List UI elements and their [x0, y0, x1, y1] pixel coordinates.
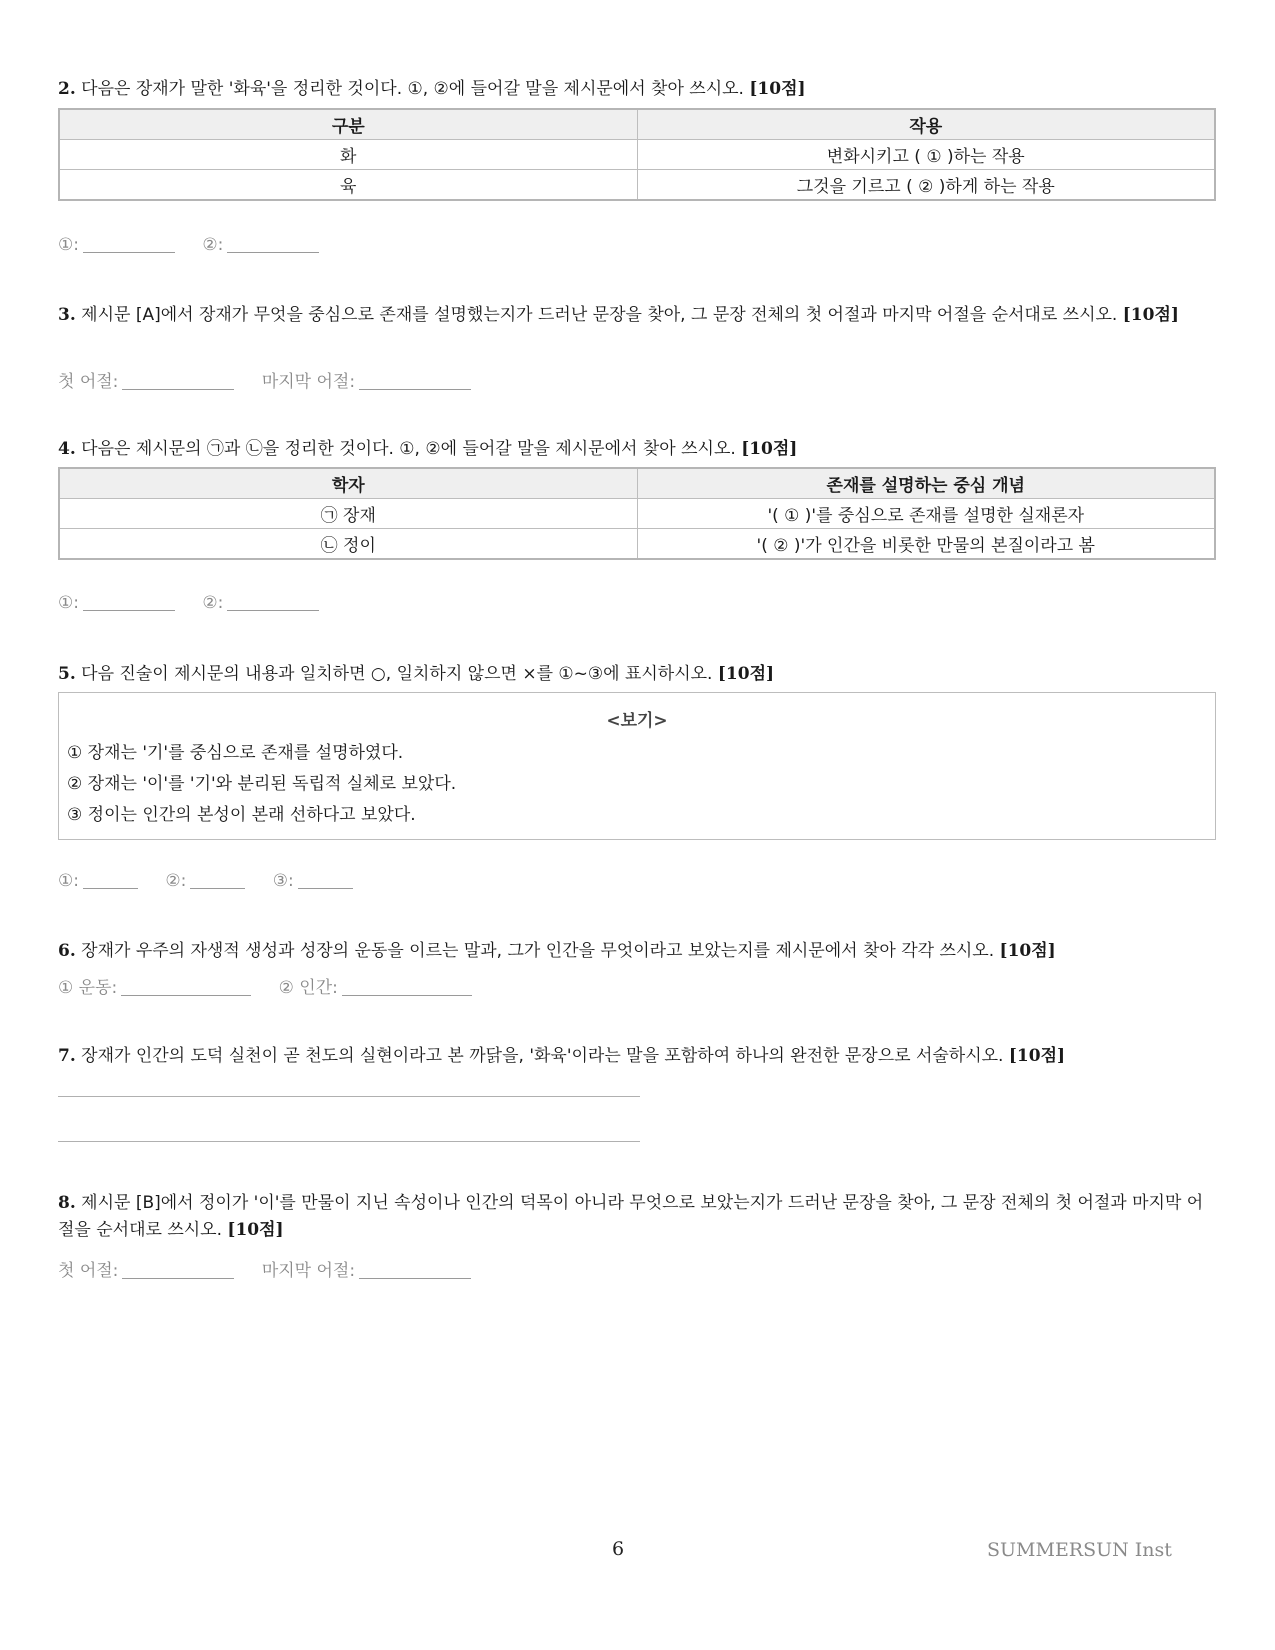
answer-label: ②: [202, 235, 224, 255]
answer-blank[interactable] [342, 977, 472, 996]
page-number: 6 [612, 1538, 625, 1560]
answer-label: ② 인간: [278, 978, 338, 998]
table-cell: 육 [59, 170, 637, 201]
table-row [59, 170, 1215, 201]
answer-label: ③: [272, 871, 294, 891]
answer-label: 첫 어절: [58, 372, 119, 392]
answer-row-q6 [58, 973, 472, 998]
table-header: 학자 [59, 468, 637, 499]
answer-blank[interactable] [83, 592, 175, 611]
answer-blank[interactable] [83, 234, 175, 253]
answer-row-q5 [58, 870, 353, 891]
answer-blank[interactable] [122, 1260, 234, 1279]
answer-blank[interactable] [121, 977, 251, 996]
answer-blank[interactable] [298, 870, 353, 889]
table-header: 존재를 설명하는 중심 개념 [637, 468, 1215, 499]
table-cell: ㉡ 정이 [59, 529, 637, 560]
table-cell: ㉠ 장재 [59, 499, 637, 529]
question-points: [10점] [999, 941, 1056, 961]
answer-label: ①: [58, 871, 79, 891]
answer-blank[interactable] [227, 234, 319, 253]
answer-blank[interactable] [227, 592, 319, 611]
question-text: 다음 진술이 제시문의 내용과 일치하면 ○, 일치하지 않으면 ×를 ①~③에 표시하시오. [75, 664, 718, 684]
answer-row-q2 [58, 234, 319, 255]
answer-label: ① 운동: [58, 978, 118, 998]
hwayuk-table [58, 108, 1216, 201]
question-points: [10점] [1008, 1046, 1066, 1066]
table-cell: 변화시키고 ( ① )하는 작용 [637, 140, 1215, 170]
answer-row-q4 [58, 592, 319, 613]
bogi-title: <보기> [606, 711, 668, 731]
question-text: 제시문 [A]에서 장재가 무엇을 중심으로 존재를 설명했는지가 드러난 문장을 찾아, 그 문장 전체의 첫 어절과 마지막 어절을 순서대로 쓰시오. [75, 305, 1123, 325]
question-number: 2. [58, 79, 76, 99]
question-3 [58, 302, 1215, 329]
answer-blank[interactable] [190, 870, 245, 889]
answer-label: 첫 어절: [58, 1261, 119, 1281]
question-number: 7. [58, 1046, 76, 1066]
answer-row-q8 [58, 1256, 471, 1281]
question-text: 다음은 제시문의 ㉠과 ㉡을 정리한 것이다. ①, ②에 들어갈 말을 제시문에서 찾아 쓰시오. [75, 439, 742, 459]
question-text: 제시문 [B]에서 정이가 '이'를 만물이 지닌 속성이나 인간의 덕목이 아니라 무엇으로 보았는지가 드러난 문장을 찾아, 그 문장 전체의 첫 어절과 마지막 어절을 순서대로 쓰시오. [58, 1193, 1204, 1240]
question-8 [58, 1190, 1215, 1244]
table-cell: 그것을 기르고 ( ② )하게 하는 작용 [637, 170, 1215, 201]
question-6 [58, 938, 1215, 965]
table-cell: 화 [59, 140, 637, 170]
bogi-item: ② 장재는 '이'를 '기'와 분리된 독립적 실체로 보았다. [67, 774, 457, 794]
table-header: 구분 [59, 109, 637, 140]
question-number: 5. [58, 664, 76, 684]
question-5 [58, 661, 1215, 688]
question-number: 4. [58, 439, 76, 459]
answer-blank[interactable] [122, 371, 234, 390]
answer-blank[interactable] [359, 1260, 471, 1279]
bogi-item: ① 장재는 '기'를 중심으로 존재를 설명하였다. [67, 743, 404, 763]
table-cell: '( ② )'가 인간을 비롯한 만물의 본질이라고 봄 [637, 529, 1215, 560]
table-row [59, 529, 1215, 560]
question-4 [58, 436, 1215, 463]
question-points: [10점] [741, 439, 798, 459]
question-text: 장재가 인간의 도덕 실천이 곧 천도의 실현이라고 본 까닭을, '화육'이라는 말을 포함하여 하나의 완전한 문장으로 서술하시오. [75, 1046, 1009, 1066]
scholar-concept-table [58, 467, 1216, 560]
question-text: 다음은 장재가 말한 '화육'을 정리한 것이다. ①, ②에 들어갈 말을 제시문에서 찾아 쓰시오. [75, 79, 750, 99]
question-points: [10점] [749, 79, 806, 99]
question-points: [10점] [227, 1220, 284, 1240]
question-number: 3. [58, 305, 76, 325]
answer-line[interactable] [58, 1141, 640, 1142]
table-row [59, 499, 1215, 529]
question-number: 6. [58, 941, 76, 961]
answer-label: ①: [58, 235, 79, 255]
question-points: [10점] [717, 664, 775, 684]
bogi-item: ③ 정이는 인간의 본성이 본래 선하다고 보았다. [67, 805, 416, 825]
table-cell: '( ① )'를 중심으로 존재를 설명한 실재론자 [637, 499, 1215, 529]
answer-row-q3 [58, 367, 471, 392]
table-row [59, 140, 1215, 170]
answer-label: 마지막 어절: [261, 1261, 356, 1281]
question-2 [58, 76, 1215, 103]
question-7 [58, 1043, 1215, 1070]
answer-label: ①: [58, 593, 79, 613]
footer-brand: SUMMERSUN Inst [987, 1539, 1172, 1561]
question-text: 장재가 우주의 자생적 생성과 성장의 운동을 이르는 말과, 그가 인간을 무엇이라고 보았는지를 제시문에서 찾아 각각 쓰시오. [75, 941, 1000, 961]
question-number: 8. [58, 1193, 76, 1213]
answer-label: ②: [202, 593, 224, 613]
answer-blank[interactable] [359, 371, 471, 390]
table-header: 작용 [637, 109, 1215, 140]
bogi-box [58, 692, 1216, 840]
answer-blank[interactable] [83, 870, 138, 889]
question-points: [10점] [1122, 305, 1179, 325]
answer-line[interactable] [58, 1096, 640, 1097]
answer-label: 마지막 어절: [261, 372, 356, 392]
answer-label: ②: [165, 871, 187, 891]
